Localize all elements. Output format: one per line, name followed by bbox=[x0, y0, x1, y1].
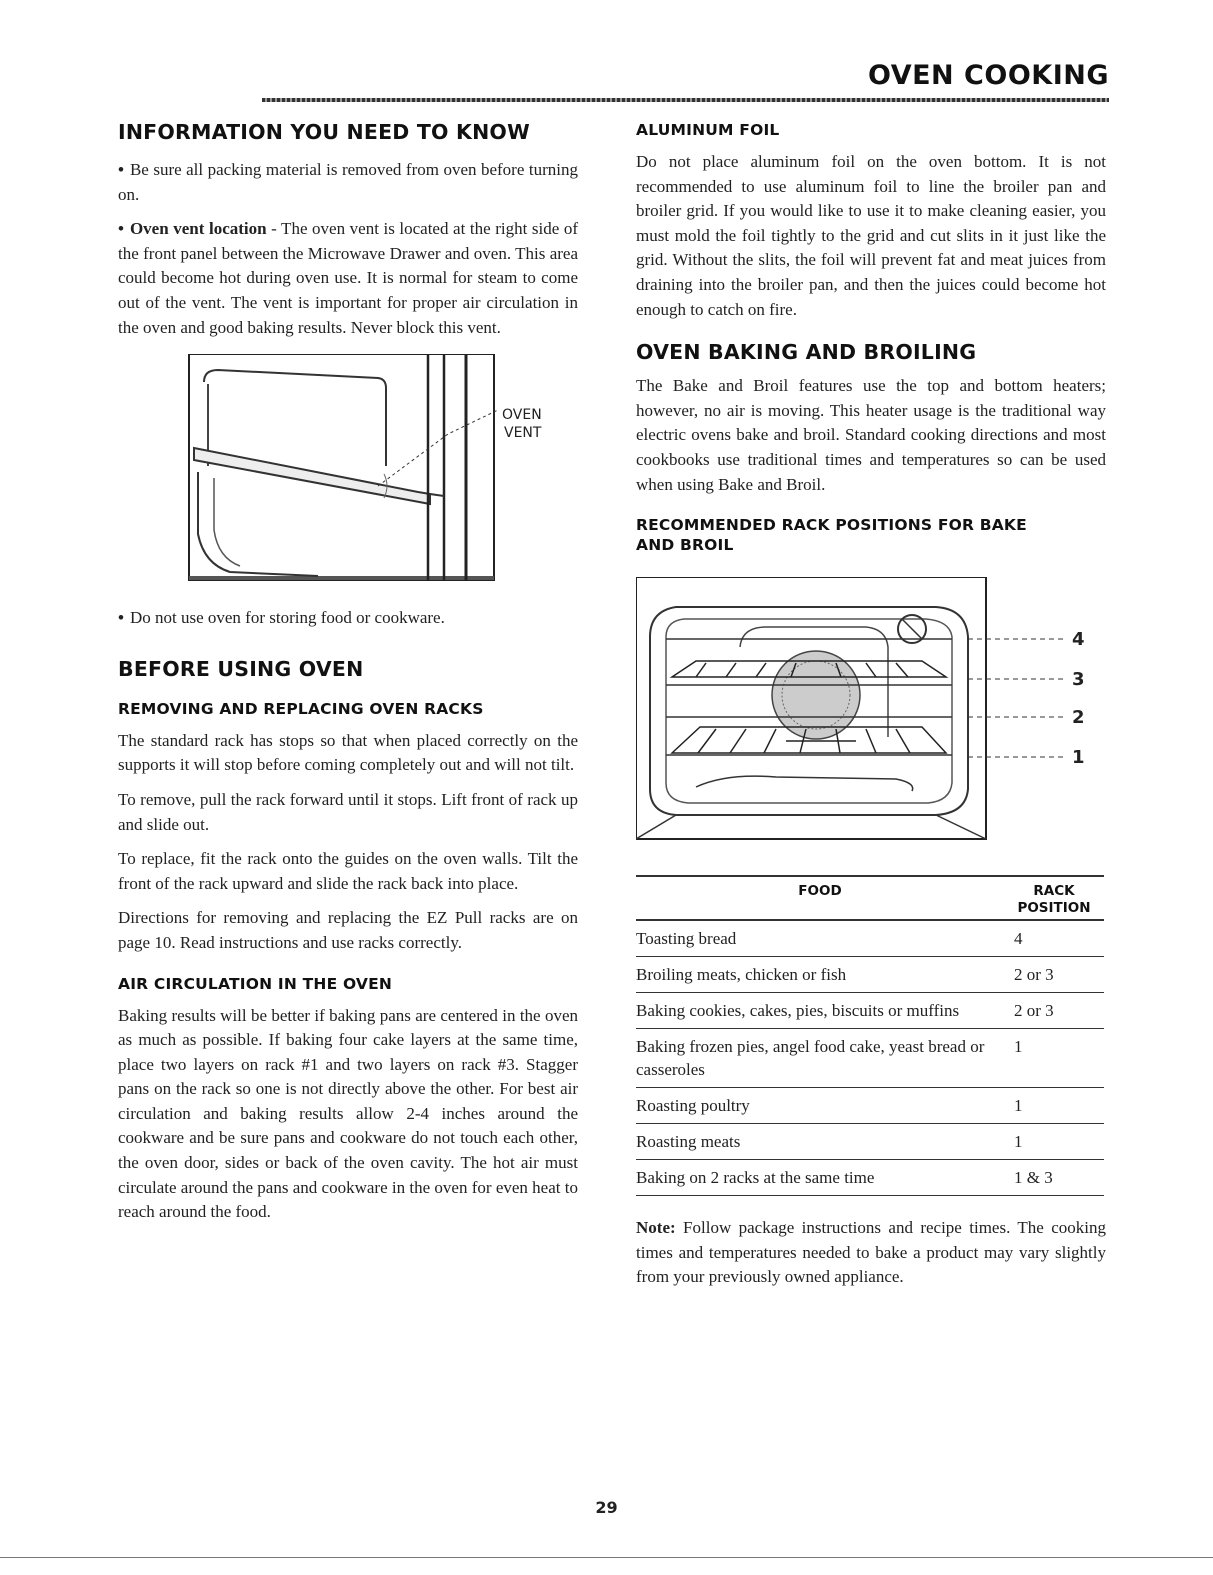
food-cell: Baking cookies, cakes, pies, biscuits or muffins bbox=[636, 993, 1004, 1029]
removing-paragraph-2: To remove, pull the rack forward until it stops. Lift front of rack up and slide out. bbox=[118, 789, 578, 834]
header-rule bbox=[262, 98, 1109, 102]
note-label: Note: bbox=[636, 1218, 676, 1238]
oven-vent-illustration bbox=[118, 354, 578, 594]
rack-position-cell: 2 or 3 bbox=[1004, 957, 1104, 993]
oven-racks-illustration bbox=[636, 577, 1106, 847]
table-row bbox=[636, 920, 1104, 957]
air-heading: AIR CIRCULATION IN THE OVEN bbox=[118, 974, 393, 993]
foil-heading: ALUMINUM FOIL bbox=[636, 121, 780, 139]
table-row bbox=[636, 1160, 1104, 1196]
left-column bbox=[118, 120, 578, 1235]
rack-number-4: 4 bbox=[1072, 629, 1085, 651]
rack-number-3: 3 bbox=[1072, 669, 1085, 691]
vent-label: VENT bbox=[504, 425, 542, 442]
bullet-packing: • Be sure all packing material is removed from oven before turning on. bbox=[118, 160, 578, 204]
table-header-row bbox=[636, 876, 1104, 920]
food-cell: Toasting bread bbox=[636, 920, 1004, 957]
food-cell: Roasting meats bbox=[636, 1124, 1004, 1160]
info-heading: INFORMATION YOU NEED TO KNOW bbox=[118, 120, 530, 144]
section-title: OVEN COOKING bbox=[867, 60, 1109, 91]
rack-number-2: 2 bbox=[1072, 707, 1085, 729]
rack-positions-figure bbox=[636, 577, 1106, 847]
food-cell: Baking on 2 racks at the same time bbox=[636, 1160, 1004, 1196]
bullet-icon: • bbox=[118, 219, 124, 239]
table-row bbox=[636, 1029, 1104, 1088]
bullet-icon: • bbox=[118, 160, 124, 179]
removing-paragraph-1: The standard rack has stops so that when placed correctly on the supports it will stop before coming completely out and will not tilt. bbox=[118, 730, 578, 775]
vent-label-bold: Oven vent location bbox=[129, 219, 267, 239]
oven-label: OVEN bbox=[502, 407, 542, 424]
food-cell: Broiling meats, chicken or fish bbox=[636, 957, 1004, 993]
food-cell: Baking frozen pies, angel food cake, yeast bread or casseroles bbox=[636, 1029, 1004, 1088]
food-cell: Roasting poultry bbox=[636, 1088, 1004, 1124]
column-rack-position: RACK POSITION bbox=[1004, 876, 1104, 920]
rack-position-cell: 2 or 3 bbox=[1004, 993, 1104, 1029]
foil-paragraph: Do not place aluminum foil on the oven bottom. It is not recommended to use aluminum foil to line the broiler pan and broiler grid. If you would like to use it to make cleaning easier, you must mold the foil tightly to the grid and cut slits in it just like the grid. Without the slits, the foil will prevent fat and meat juices from draining into the broiler pan, and then the juices could become hot enough to catch on fire. bbox=[636, 152, 1106, 319]
air-paragraph: Baking results will be better if baking pans are centered in the oven as much as possible. If baking four cake layers at the same time, place two layers on rack #1 and two layers on rack #3. Stagger pans on the rack so one is not directly above the other. For best air circulation and baking results allow 2-4 inches around the cookware and be sure pans and cookware do not touch each other, the oven door, sides or back of the oven cavity. The hot air must circulate around the pans and cookware in the oven for even heat to reach around the food. bbox=[118, 1005, 578, 1222]
removing-heading: REMOVING AND REPLACING OVEN RACKS bbox=[118, 699, 484, 718]
rack-position-cell: 1 bbox=[1004, 1088, 1104, 1124]
bake-paragraph: The Bake and Broil features use the top and bottom heaters; however, no air is moving. This heater usage is the traditional way electric ovens bake and broil. Standard cooking directions and most cookbooks use traditional times and temperatures so can be used when using Bake and Broil. bbox=[636, 376, 1106, 494]
rack-position-table bbox=[636, 875, 1104, 1196]
table-row bbox=[636, 957, 1104, 993]
rack-position-cell: 1 bbox=[1004, 1124, 1104, 1160]
before-heading: BEFORE USING OVEN bbox=[118, 656, 364, 681]
bullet-icon: • bbox=[118, 608, 124, 628]
note-paragraph: Note: Follow package instructions and recipe times. The cooking times and temperatures needed to bake a product may vary slightly from your previously owned appliance. bbox=[636, 1218, 1106, 1287]
bullet-vent: • Oven vent location - The oven vent is located at the right side of the front panel between the Microwave Drawer and oven. This area could become hot during oven use. It is normal for steam to come out of the vent. The vent is important for proper air circulation in the oven and good baking results. Never block this vent. bbox=[118, 219, 578, 337]
table-row bbox=[636, 993, 1104, 1029]
table-row bbox=[636, 1124, 1104, 1160]
table-row bbox=[636, 1088, 1104, 1124]
rack-number-1: 1 bbox=[1072, 747, 1085, 769]
page-number: 29 bbox=[595, 1498, 618, 1517]
removing-paragraph-4: Directions for removing and replacing the EZ Pull racks are on page 10. Read instructions and use racks correctly. bbox=[118, 908, 578, 952]
bottom-rule bbox=[0, 1557, 1213, 1558]
column-food: FOOD bbox=[636, 876, 1004, 920]
rack-position-cell: 4 bbox=[1004, 920, 1104, 957]
oven-vent-figure bbox=[118, 354, 578, 594]
rack-position-cell: 1 & 3 bbox=[1004, 1160, 1104, 1196]
rack-position-cell: 1 bbox=[1004, 1029, 1104, 1088]
rack-positions-heading: RECOMMENDED RACK POSITIONS FOR BAKE AND BROIL bbox=[636, 516, 1027, 555]
right-column bbox=[636, 120, 1106, 1300]
removing-paragraph-3: To replace, fit the rack onto the guides on the oven walls. Tilt the front of the rack upward and slide the rack back into place. bbox=[118, 849, 578, 893]
bullet-storage: • Do not use oven for storing food or cookware. bbox=[118, 608, 445, 628]
bake-heading: OVEN BAKING AND BROILING bbox=[636, 340, 977, 365]
